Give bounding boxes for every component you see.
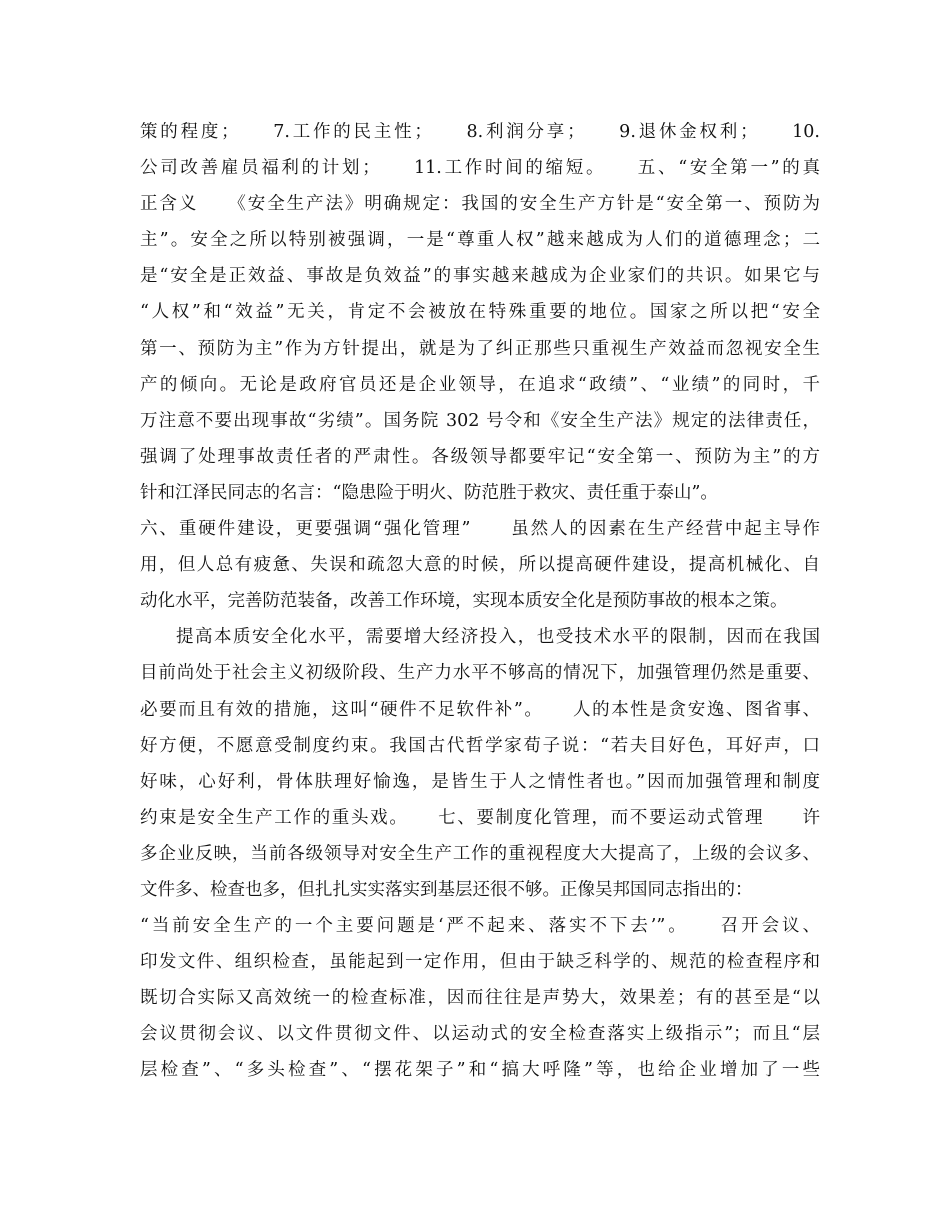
text-line: 产的倾向。无论是政府官员还是企业领导，在追求“政绩”、“业绩”的同时，千	[140, 374, 820, 395]
text-line: 既切合实际又高效统一的检查标准，因而往往是声势大，效果差；有的甚至是“以	[140, 988, 820, 1009]
text-line: 必要而且有效的措施，这叫“硬件不足软件补”。 人的本性是贪安逸、图省事、	[140, 699, 820, 720]
text-line: 公司改善雇员福利的计划； 11.工作时间的缩短。 五、“安全第一”的真	[140, 158, 820, 179]
text-line: 印发文件、组织检查，虽能起到一定作用，但由于缺乏科学的、规范的检查程序和	[140, 952, 820, 973]
text-line: 万注意不要出现事故“劣绩”。国务院 302 号令和《安全生产法》规定的法律责任，	[140, 410, 820, 431]
text-line: 会议贯彻会议、以文件贯彻文件、以运动式的安全检查落实上级指示”；而且“层	[140, 1024, 820, 1045]
text-line: 第一、预防为主”作为方针提出，就是为了纠正那些只重视生产效益而忽视安全生	[140, 338, 820, 359]
body-text	[140, 114, 820, 1089]
text-line: 正含义 《安全生产法》明确规定：我国的安全生产方针是“安全第一、预防为	[140, 194, 820, 215]
text-line: “人权”和“效益”无关，肯定不会被放在特殊重要的地位。国家之所以把“安全	[140, 302, 820, 323]
text-line: 是“安全是正效益、事故是负效益”的事实越来越成为企业家们的共识。如果它与	[140, 266, 820, 287]
text-line: 约束是安全生产工作的重头戏。 七、要制度化管理，而不要运动式管理 许	[140, 807, 820, 828]
text-line: 提高本质安全化水平，需要增大经济投入，也受技术水平的限制，因而在我国	[176, 627, 820, 648]
text-line: 针和江泽民同志的名言：“隐患险于明火、防范胜于救灾、责任重于泰山”。	[140, 482, 718, 503]
text-line: 动化水平，完善防范装备，改善工作环境，实现本质安全化是预防事故的根本之策。	[140, 591, 788, 612]
text-line: 用，但人总有疲惫、失误和疏忽大意的时候，所以提高硬件建设，提高机械化、自	[140, 555, 820, 576]
text-line: 层检查”、“多头检查”、“摆花架子”和“搞大呼隆”等，也给企业增加了一些	[140, 1060, 820, 1081]
text-line: 多企业反映，当前各级领导对安全生产工作的重视程度大大提高了，上级的会议多、	[140, 843, 820, 864]
text-line: 好味，心好利，骨体肤理好愉逸，是皆生于人之情性者也。”因而加强管理和制度	[140, 771, 820, 792]
text-line: 文件多、检查也多，但扎扎实实落实到基层还很不够。正像吴邦国同志指出的：	[140, 879, 753, 900]
text-line: 主”。安全之所以特别被强调，一是“尊重人权”越来越成为人们的道德理念；二	[140, 230, 820, 251]
text-line: 六、重硬件建设，更要强调“强化管理” 虽然人的因素在生产经营中起主导作	[140, 519, 820, 540]
text-line: 好方便，不愿意受制度约束。我国古代哲学家荀子说：“若夫目好色，耳好声，口	[140, 735, 820, 756]
text-line: “当前安全生产的一个主要问题是‘严不起来、落实不下去’”。 召开会议、	[140, 916, 820, 937]
text-line: 目前尚处于社会主义初级阶段、生产力水平不够高的情况下，加强管理仍然是重要、	[140, 663, 820, 684]
text-line: 强调了处理事故责任者的严肃性。各级领导都要牢记“安全第一、预防为主”的方	[140, 446, 820, 467]
text-line: 策的程度； 7.工作的民主性； 8.利润分享； 9.退休金权利； 10.	[140, 122, 820, 142]
